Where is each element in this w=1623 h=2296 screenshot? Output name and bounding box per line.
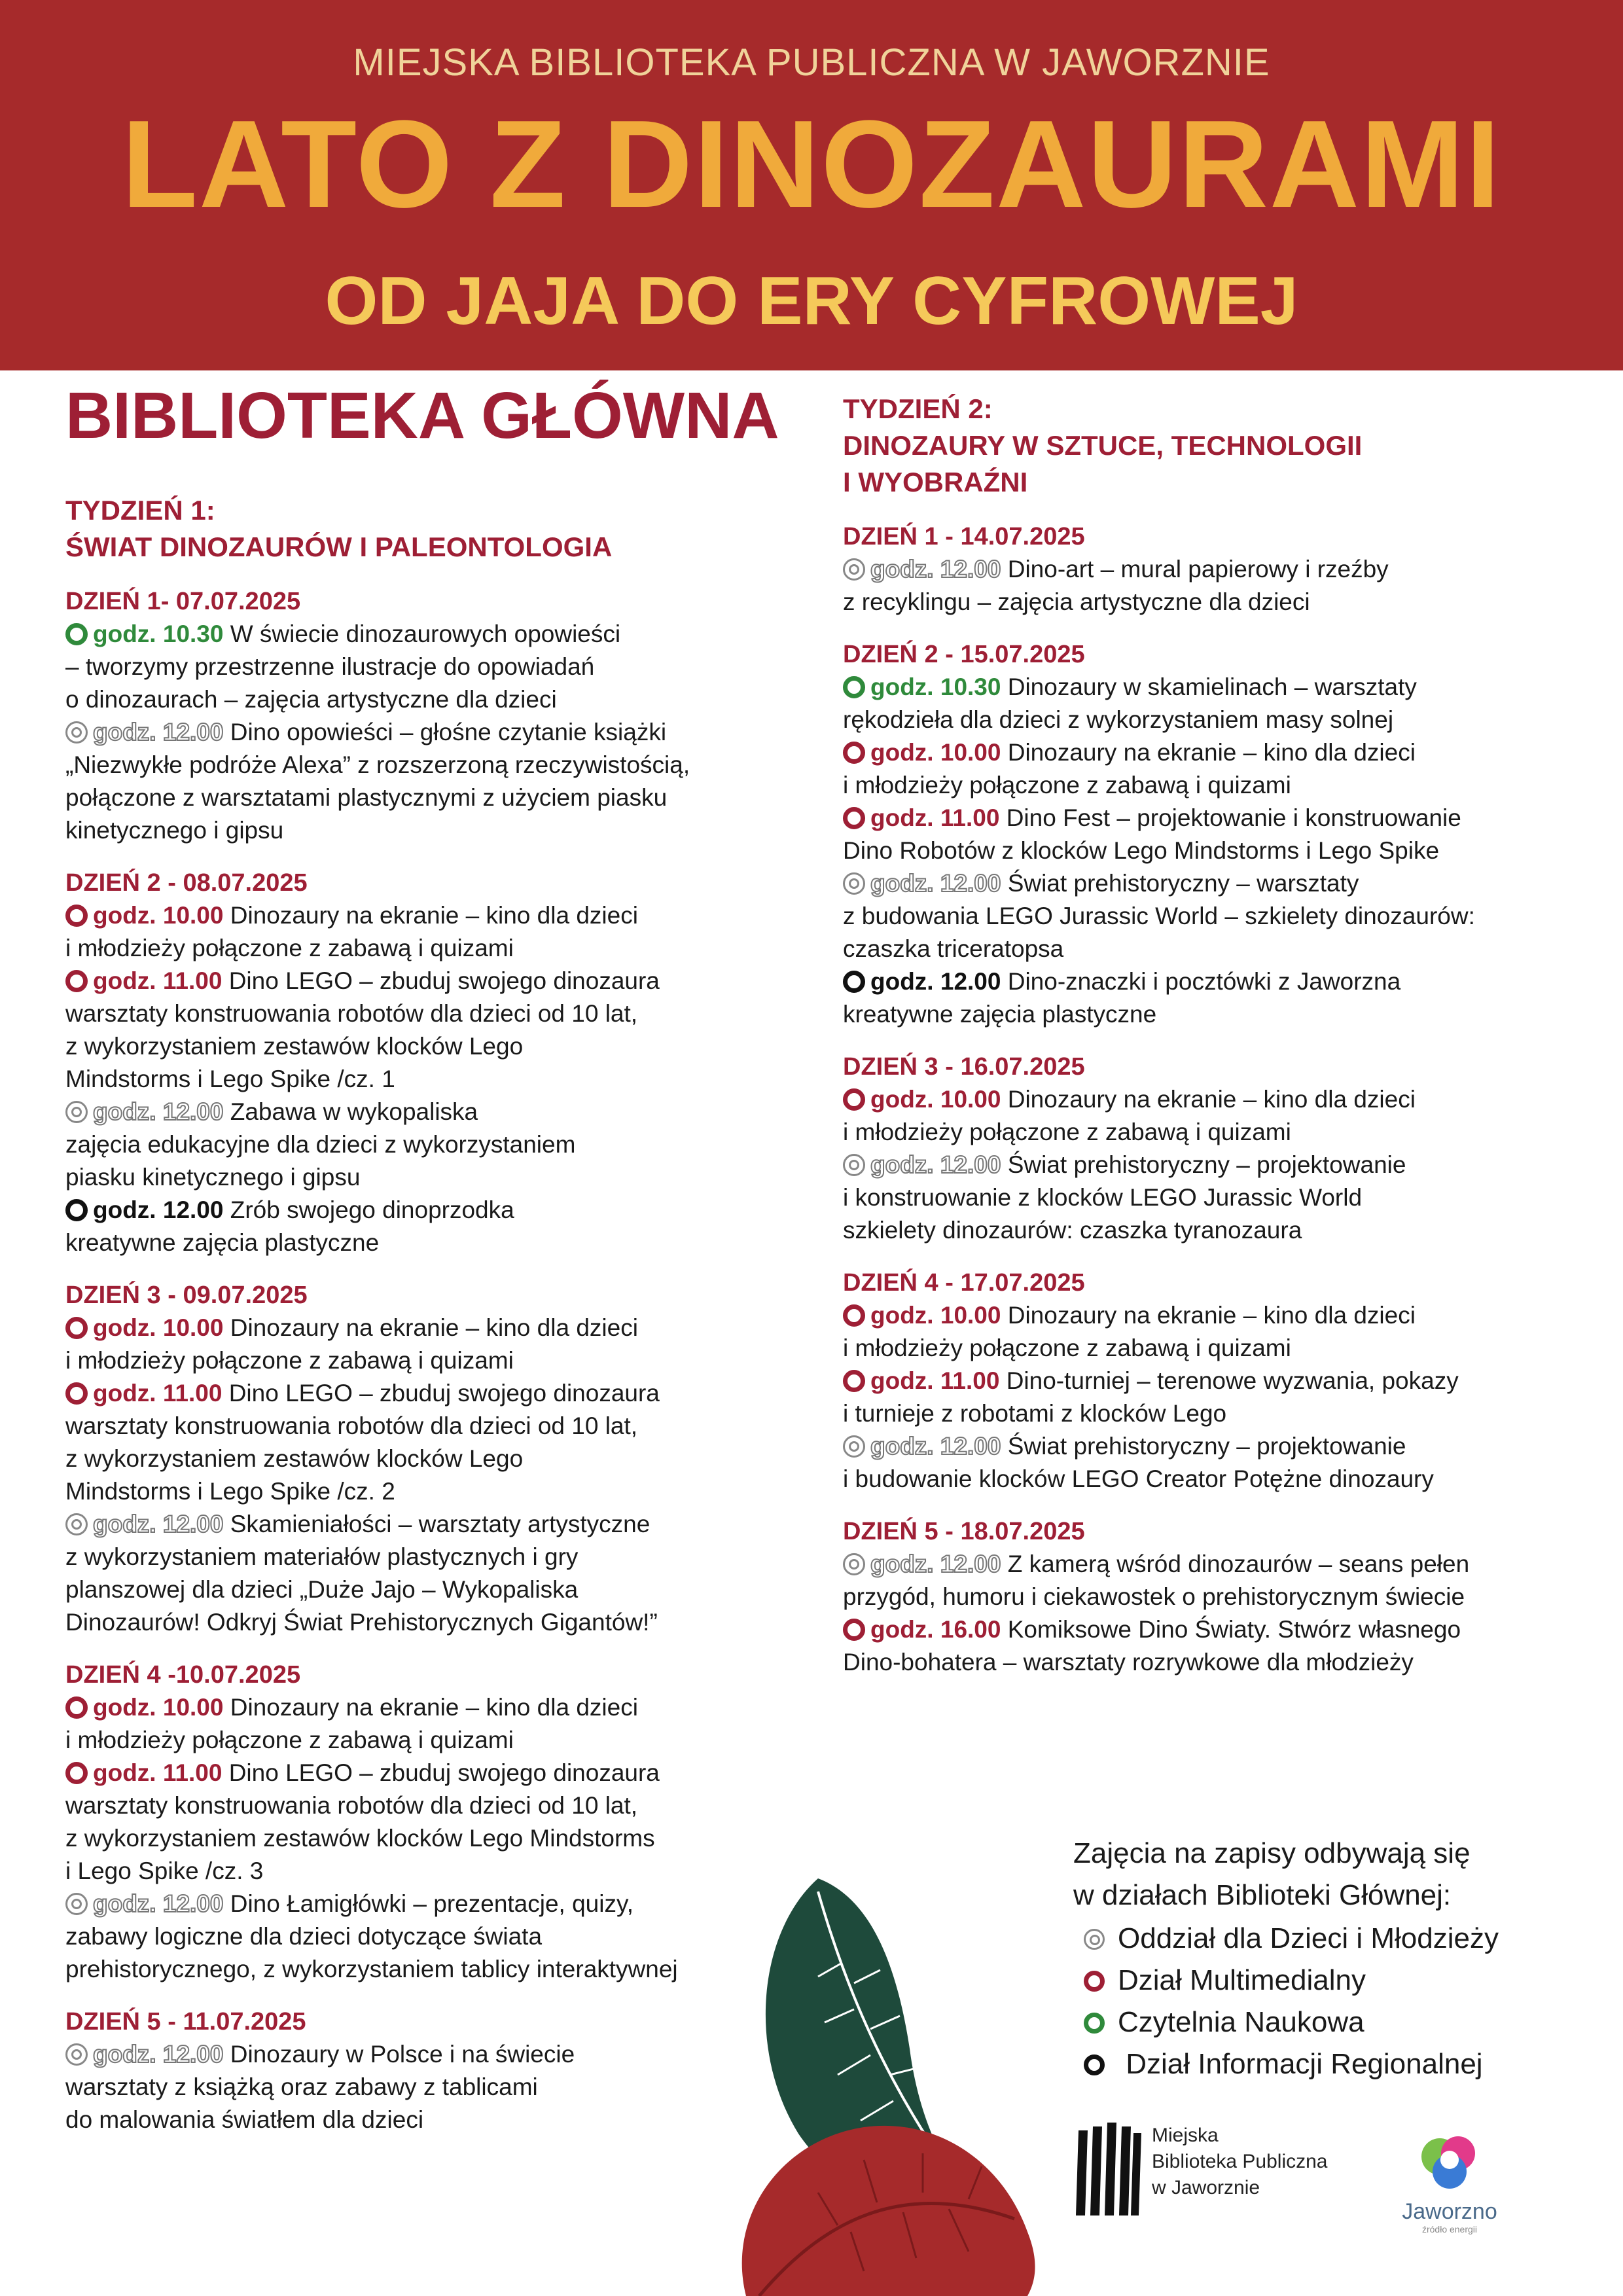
day-block	[843, 638, 1576, 1031]
event-entry	[843, 965, 1576, 998]
event-text: Świat prehistoryczny – projektowanie	[1007, 1433, 1406, 1460]
event-time: godz. 11.00	[93, 1759, 223, 1786]
event-text: kreatywne zajęcia plastyczne	[843, 1001, 1157, 1028]
department-marker-icon	[65, 970, 88, 992]
legend-items	[1073, 1918, 1610, 2085]
event-text: Z kamerą wśród dinozaurów – seans pełen	[1007, 1551, 1470, 1577]
day-title: DZIEŃ 3 - 09.07.2025	[65, 1282, 308, 1309]
event-description-line	[65, 1410, 805, 1443]
department-marker-icon	[65, 1762, 88, 1784]
week2-days	[843, 520, 1576, 1679]
event-text: Dinozaury na ekranie – kino dla dzieci	[230, 1314, 638, 1341]
event-entry	[843, 1430, 1576, 1463]
event-text: z wykorzystaniem zestawów klocków Lego	[65, 1033, 524, 1060]
event-text: o dinozaurach – zajęcia artystyczne dla dzieci	[65, 686, 557, 713]
event-text: Dinozaurów! Odkryj Świat Prehistorycznych Gigantów!”	[65, 1609, 658, 1636]
event-description-line	[843, 1581, 1576, 1613]
event-description-line	[843, 998, 1576, 1031]
day-block	[65, 2005, 805, 2136]
event-text: i młodzieży połączone z zabawą i quizami	[65, 1347, 514, 1374]
event-entry	[843, 671, 1576, 704]
department-marker-icon	[843, 676, 865, 698]
event-time: godz. 10.30	[870, 673, 1001, 700]
event-text: zajęcia edukacyjne dla dzieci z wykorzystaniem	[65, 1131, 576, 1158]
event-text: Dino LEGO – zbuduj swojego dinozaura	[228, 1380, 660, 1407]
event-time: godz. 12.00	[93, 2041, 224, 2068]
event-description-line	[65, 1573, 805, 1606]
event-text: Dinozaury na ekranie – kino dla dzieci	[230, 902, 638, 929]
department-marker-icon	[843, 558, 865, 581]
day-title: DZIEŃ 5 - 11.07.2025	[65, 2008, 306, 2036]
week1-days	[65, 585, 805, 2136]
department-marker-icon	[843, 1435, 865, 1458]
event-text: Świat prehistoryczny – projektowanie	[1007, 1151, 1406, 1178]
event-text: warsztaty z książką oraz zabawy z tablicami	[65, 2073, 538, 2100]
leaf-illustration	[720, 1852, 1073, 2296]
event-text: Zrób swojego dinoprzodka	[230, 1196, 514, 1223]
day-block	[843, 1050, 1576, 1247]
day-title: DZIEŃ 2 - 15.07.2025	[843, 641, 1085, 668]
event-description-line	[843, 1646, 1576, 1679]
event-entry	[65, 1377, 805, 1410]
event-entry	[65, 1096, 805, 1128]
event-time: godz. 12.00	[93, 1098, 224, 1125]
event-time: godz. 12.00	[93, 1511, 224, 1537]
event-description-line	[843, 834, 1576, 867]
department-marker-icon	[65, 1199, 88, 1221]
event-description-line	[65, 749, 805, 781]
week2-subtitle-line1: DINOZAURY W SZTUCE, TECHNOLOGII	[843, 430, 1363, 461]
event-time: godz. 12.00	[870, 556, 1001, 583]
event-time: godz. 10.00	[93, 902, 224, 929]
event-text: z recyklingu – zajęcia artystyczne dla dzieci	[843, 588, 1310, 615]
department-marker-icon	[843, 872, 865, 895]
event-text: Mindstorms i Lego Spike /cz. 2	[65, 1478, 395, 1505]
event-text: Dino-znaczki i pocztówki z Jaworzna	[1007, 968, 1401, 995]
event-text: Dino Fest – projektowanie i konstruowanie	[1006, 804, 1461, 831]
department-marker-icon	[843, 742, 865, 764]
legend	[1073, 1833, 1610, 2085]
event-description-line	[65, 1030, 805, 1063]
department-marker-icon	[843, 1370, 865, 1392]
department-marker-icon	[65, 1696, 88, 1719]
poster-title: LATO Z DINOZAURAMI	[121, 95, 1502, 234]
legend-marker-icon	[1084, 1929, 1105, 1950]
event-text: z budowania LEGO Jurassic World – szkielety dinozaurów:	[843, 903, 1475, 929]
event-entry	[843, 1365, 1576, 1397]
legend-marker-icon	[1084, 2054, 1105, 2075]
jaworzno-logo-mark	[1414, 2127, 1486, 2199]
department-marker-icon	[843, 1553, 865, 1575]
legend-label: Czytelnia Naukowa	[1118, 2006, 1364, 2038]
event-description-line	[65, 1161, 805, 1194]
event-description-line	[843, 1181, 1576, 1214]
event-entry	[65, 1312, 805, 1344]
department-marker-icon	[65, 1101, 88, 1123]
legend-item	[1073, 2001, 1610, 2043]
event-text: Dino opowieści – głośne czytanie książki	[230, 719, 667, 745]
event-text: z wykorzystaniem zestawów klocków Lego Mindstorms	[65, 1825, 655, 1852]
event-text: Mindstorms i Lego Spike /cz. 1	[65, 1066, 395, 1092]
event-time: godz. 12.00	[870, 1151, 1001, 1178]
event-entry	[65, 618, 805, 651]
event-entry	[843, 736, 1576, 769]
department-marker-icon	[65, 623, 88, 645]
event-entry	[65, 1691, 805, 1724]
event-entry	[65, 1888, 805, 1920]
event-text: warsztaty konstruowania robotów dla dzieci od 10 lat,	[65, 1412, 638, 1439]
department-marker-icon	[843, 807, 865, 829]
event-text: rękodzieła dla dzieci z wykorzystaniem masy solnej	[843, 706, 1394, 733]
legend-intro-line2: w działach Biblioteki Głównej:	[1073, 1879, 1452, 1911]
event-entry	[65, 899, 805, 932]
event-text: Dinozaury na ekranie – kino dla dzieci	[1007, 739, 1416, 766]
week2-column	[843, 391, 1576, 1679]
event-description-line	[65, 2071, 805, 2104]
event-description-line	[843, 933, 1576, 965]
event-text: W świecie dinozaurowych opowieści	[230, 620, 621, 647]
poster-subtitle: OD JAJA DO ERY CYFROWEJ	[325, 263, 1298, 339]
event-description-line	[843, 586, 1576, 619]
day-title: DZIEŃ 3 - 16.07.2025	[843, 1053, 1085, 1081]
event-entry	[843, 1548, 1576, 1581]
week1-column	[65, 492, 805, 2136]
department-marker-icon	[65, 1382, 88, 1405]
event-time: godz. 12.00	[93, 719, 224, 745]
legend-label: Oddział dla Dzieci i Młodzieży	[1118, 1922, 1499, 1954]
event-time: godz. 12.00	[870, 870, 1001, 897]
event-time: godz. 12.00	[93, 1890, 224, 1917]
event-description-line	[65, 1953, 805, 1986]
event-description-line	[843, 704, 1576, 736]
event-text: Dino Łamigłówki – prezentacje, quizy,	[230, 1890, 634, 1917]
day-block	[843, 1515, 1576, 1679]
event-text: Zabawa w wykopaliska	[230, 1098, 478, 1125]
event-text: i budowanie klocków LEGO Creator Potężne dinozaury	[843, 1465, 1434, 1492]
day-title: DZIEŃ 2 - 08.07.2025	[65, 869, 308, 897]
event-text: piasku kinetycznego i gipsu	[65, 1164, 361, 1191]
event-text: i młodzieży połączone z zabawą i quizami	[843, 1335, 1291, 1361]
event-time: godz. 10.00	[870, 1302, 1001, 1329]
event-text: Świat prehistoryczny – warsztaty	[1007, 870, 1359, 897]
legend-intro-line1: Zajęcia na zapisy odbywają się	[1073, 1837, 1471, 1869]
department-marker-icon	[65, 1513, 88, 1535]
legend-label: Dział Informacji Regionalnej	[1118, 2048, 1483, 2080]
event-description-line	[65, 997, 805, 1030]
event-description-line	[65, 1822, 805, 1855]
day-block	[65, 585, 805, 847]
library-logo-text	[1152, 2123, 1328, 2201]
event-text: planszowej dla dzieci „Duże Jajo – Wykopaliska	[65, 1576, 579, 1603]
department-marker-icon	[843, 1304, 865, 1327]
event-description-line	[843, 769, 1576, 802]
event-time: godz. 11.00	[870, 804, 1000, 831]
day-title: DZIEŃ 1- 07.07.2025	[65, 588, 301, 615]
event-entry	[843, 1299, 1576, 1332]
week1-title: TYDZIEŃ 1:	[65, 495, 215, 526]
week2-title: TYDZIEŃ 2:	[843, 393, 993, 424]
department-marker-icon	[65, 1893, 88, 1915]
event-description-line	[843, 1214, 1576, 1247]
event-text: połączone z warsztatami plastycznymi z użyciem piasku	[65, 784, 668, 811]
event-description-line	[843, 900, 1576, 933]
event-text: do malowania światłem dla dzieci	[65, 2106, 424, 2133]
event-description-line	[65, 1128, 805, 1161]
event-time: godz. 10.30	[93, 620, 224, 647]
event-text: i turnieje z robotami z klocków Lego	[843, 1400, 1227, 1427]
day-title: DZIEŃ 1 - 14.07.2025	[843, 523, 1085, 550]
event-time: godz. 10.00	[870, 739, 1001, 766]
event-description-line	[65, 1475, 805, 1508]
day-block	[65, 1279, 805, 1639]
day-title: DZIEŃ 4 - 17.07.2025	[843, 1269, 1085, 1297]
event-text: i Lego Spike /cz. 3	[65, 1857, 264, 1884]
department-marker-icon	[843, 1619, 865, 1641]
department-marker-icon	[65, 721, 88, 744]
event-text: i młodzieży połączone z zabawą i quizami	[843, 772, 1291, 798]
department-marker-icon	[843, 1154, 865, 1176]
event-description-line	[65, 1443, 805, 1475]
header-banner	[0, 0, 1623, 370]
day-block	[65, 1659, 805, 1986]
event-text: Dino-bohatera – warsztaty rozrywkowe dla młodzieży	[843, 1649, 1414, 1676]
main-section-title: BIBLIOTEKA GŁÓWNA	[65, 379, 779, 452]
event-entry	[65, 1194, 805, 1227]
day-block	[65, 867, 805, 1259]
event-time: godz. 11.00	[870, 1367, 1000, 1394]
day-block	[843, 520, 1576, 619]
jaworzno-logo-tagline: źródło energii	[1421, 2224, 1478, 2234]
event-text: – tworzymy przestrzenne ilustracje do opowiadań	[65, 653, 595, 680]
department-marker-icon	[843, 1088, 865, 1111]
event-description-line	[843, 1397, 1576, 1430]
event-description-line	[65, 1724, 805, 1757]
week1-subtitle: ŚWIAT DINOZAURÓW I PALEONTOLOGIA	[65, 531, 613, 562]
event-text: kreatywne zajęcia plastyczne	[65, 1229, 380, 1256]
event-time: godz. 12.00	[870, 968, 1001, 995]
day-block	[843, 1266, 1576, 1496]
event-entry	[843, 553, 1576, 586]
event-time: godz. 12.00	[870, 1551, 1001, 1577]
event-entry	[843, 867, 1576, 900]
event-text: z wykorzystaniem materiałów plastycznych i gry	[65, 1543, 579, 1570]
event-time: godz. 10.00	[93, 1314, 224, 1341]
legend-item	[1073, 1960, 1610, 2001]
event-text: Dino-art – mural papierowy i rzeźby	[1007, 556, 1389, 583]
event-description-line	[65, 1920, 805, 1953]
organization-name: MIEJSKA BIBLIOTEKA PUBLICZNA W JAWORZNIE	[353, 41, 1270, 84]
event-text: i młodzieży połączone z zabawą i quizami	[843, 1119, 1291, 1145]
jaworzno-logo	[1394, 2127, 1505, 2238]
day-title: DZIEŃ 5 - 18.07.2025	[843, 1518, 1085, 1545]
event-time: godz. 10.00	[93, 1694, 224, 1721]
event-entry	[65, 1508, 805, 1541]
event-text: Dino-turniej – terenowe wyzwania, pokazy	[1006, 1367, 1459, 1394]
event-time: godz. 11.00	[93, 1380, 223, 1407]
event-entry	[65, 1757, 805, 1789]
event-text: Dinozaury w skamielinach – warsztaty	[1007, 673, 1417, 700]
event-text: Dinozaury na ekranie – kino dla dzieci	[1007, 1302, 1416, 1329]
event-text: warsztaty konstruowania robotów dla dzieci od 10 lat,	[65, 1000, 638, 1027]
department-marker-icon	[65, 1317, 88, 1339]
event-text: warsztaty konstruowania robotów dla dzieci od 10 lat,	[65, 1792, 638, 1819]
event-entry	[65, 716, 805, 749]
legend-item	[1073, 2043, 1610, 2085]
event-description-line	[65, 651, 805, 683]
event-time: godz. 11.00	[93, 967, 223, 994]
event-text: Dinozaury na ekranie – kino dla dzieci	[1007, 1086, 1416, 1113]
day-title: DZIEŃ 4 -10.07.2025	[65, 1661, 301, 1689]
event-entry	[843, 1613, 1576, 1646]
event-text: Dinozaury na ekranie – kino dla dzieci	[230, 1694, 638, 1721]
event-text: przygód, humoru i ciekawostek o prehistorycznym świecie	[843, 1583, 1465, 1610]
event-description-line	[65, 1344, 805, 1377]
event-text: Komiksowe Dino Światy. Stwórz własnego	[1007, 1616, 1461, 1643]
library-logo-line3: w Jaworznie	[1152, 2177, 1260, 2198]
event-text: prehistorycznego, z wykorzystaniem tablicy interaktywnej	[65, 1956, 678, 1982]
department-marker-icon	[65, 905, 88, 927]
legend-label: Dział Multimedialny	[1118, 1964, 1366, 1996]
event-entry	[65, 965, 805, 997]
event-text: Dino LEGO – zbuduj swojego dinozaura	[228, 967, 660, 994]
week2-subtitle-line2: I WYOBRAŹNI	[843, 467, 1028, 497]
library-logo-mark	[1073, 2117, 1145, 2222]
event-description-line	[843, 1116, 1576, 1149]
event-description-line	[65, 683, 805, 716]
event-description-line	[65, 1606, 805, 1639]
event-entry	[843, 802, 1576, 834]
legend-marker-icon	[1084, 1971, 1105, 1992]
event-description-line	[65, 2104, 805, 2136]
event-text: Dinozaury w Polsce i na świecie	[230, 2041, 575, 2068]
event-text: Skamieniałości – warsztaty artystyczne	[230, 1511, 651, 1537]
department-marker-icon	[843, 971, 865, 993]
event-time: godz. 12.00	[93, 1196, 224, 1223]
event-text: i młodzieży połączone z zabawą i quizami	[65, 1727, 514, 1753]
department-marker-icon	[65, 2043, 88, 2066]
event-entry	[843, 1149, 1576, 1181]
library-logo-line2: Biblioteka Publiczna	[1152, 2151, 1328, 2172]
legend-item	[1073, 1918, 1610, 1960]
jaworzno-logo-text: Jaworzno	[1402, 2199, 1497, 2224]
event-entry	[65, 2038, 805, 2071]
event-description-line	[65, 932, 805, 965]
event-time: godz. 16.00	[870, 1616, 1001, 1643]
event-text: z wykorzystaniem zestawów klocków Lego	[65, 1445, 524, 1472]
event-description-line	[65, 1063, 805, 1096]
legend-marker-icon	[1084, 2013, 1105, 2034]
event-text: i młodzieży połączone z zabawą i quizami	[65, 935, 514, 961]
event-description-line	[65, 1789, 805, 1822]
event-description-line	[843, 1463, 1576, 1496]
event-description-line	[65, 1855, 805, 1888]
event-description-line	[65, 814, 805, 847]
event-time: godz. 10.00	[870, 1086, 1001, 1113]
event-entry	[843, 1083, 1576, 1116]
event-text: kinetycznego i gipsu	[65, 817, 284, 844]
event-text: i konstruowanie z klocków LEGO Jurassic World	[843, 1184, 1363, 1211]
event-text: Dino LEGO – zbuduj swojego dinozaura	[228, 1759, 660, 1786]
event-text: szkielety dinozaurów: czaszka tyranozaura	[843, 1217, 1302, 1244]
event-time: godz. 12.00	[870, 1433, 1001, 1460]
event-description-line	[843, 1332, 1576, 1365]
library-logo-line1: Miejska	[1152, 2125, 1219, 2146]
event-text: Dino Robotów z klocków Lego Mindstorms i Lego Spike	[843, 837, 1440, 864]
event-description-line	[65, 781, 805, 814]
event-description-line	[65, 1541, 805, 1573]
library-logo	[1073, 2117, 1368, 2229]
event-text: czaszka triceratopsa	[843, 935, 1064, 962]
event-text: zabawy logiczne dla dzieci dotyczące świata	[65, 1923, 543, 1950]
event-text: „Niezwykłe podróże Alexa” z rozszerzoną rzeczywistością,	[65, 751, 690, 778]
event-description-line	[65, 1227, 805, 1259]
